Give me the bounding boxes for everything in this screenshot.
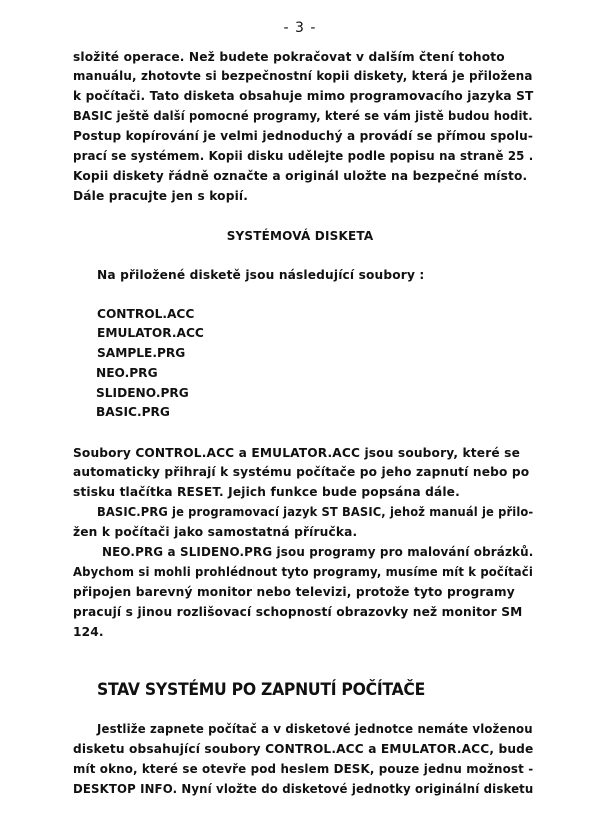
- file-item: EMULATOR.ACC: [97, 326, 204, 340]
- body-line: pracují s jinou rozlišovací schopností obrazovky než monitor SM: [73, 605, 523, 619]
- body-line: stisku tlačítka RESET. Jejich funkce bude popsána dále.: [73, 485, 460, 499]
- file-item: SAMPLE.PRG: [97, 346, 186, 360]
- intro-line: složité operace. Než budete pokračovat v dalším čtení tohoto: [73, 50, 505, 64]
- state-line: mít okno, které se otevře pod heslem DESK, pouze jednu možnost -: [73, 762, 534, 776]
- body-line: Soubory CONTROL.ACC a EMULATOR.ACC jsou soubory, které se: [73, 446, 520, 460]
- state-heading: STAV SYSTÉMU PO ZAPNUTÍ POČÍTAČE: [97, 680, 426, 700]
- file-item: SLIDENO.PRG: [96, 386, 189, 400]
- file-item: NEO.PRG: [96, 366, 158, 380]
- intro-line: manuálu, zhotovte si bezpečnostní kopii diskety, která je přiložena: [73, 69, 533, 83]
- intro-line: k počítači. Tato disketa obsahuje mimo programovacího jazyka ST: [73, 89, 534, 103]
- intro-line: Kopii diskety řádně označte a originál uložte na bezpečné místo.: [73, 169, 528, 183]
- files-intro: Na přiložené disketě jsou následující soubory :: [97, 268, 425, 282]
- intro-line: Postup kopírování je velmi jednoduchý a provádí se přímou spolu-: [73, 129, 534, 143]
- body-line: připojen barevný monitor nebo televizi, protože tyto programy: [73, 585, 515, 599]
- page-number: - 3 -: [283, 20, 317, 36]
- intro-line: prací se systémem. Kopii disku udělejte podle popisu na straně 25 .: [73, 149, 534, 163]
- body-line: 124.: [73, 625, 104, 639]
- body-line: BASIC.PRG je programovací jazyk ST BASIC, jehož manuál je přilo-: [97, 505, 534, 519]
- intro-line: Dále pracujte jen s kopií.: [73, 189, 249, 203]
- intro-line: BASIC ještě další pomocné programy, které se vám jistě budou hodit.: [73, 109, 533, 123]
- file-item: CONTROL.ACC: [97, 307, 195, 321]
- body-line: žen k počítači jako samostatná příručka.: [73, 525, 358, 539]
- body-line: automaticky přihrají k systému počítače po jeho zapnutí nebo po: [73, 465, 530, 479]
- state-line: DESKTOP INFO. Nyní vložte do disketové jednotky originální disketu: [73, 782, 534, 796]
- state-line: Jestliže zapnete počítač a v disketové jednotce nemáte vloženou: [97, 722, 533, 736]
- file-item: BASIC.PRG: [96, 405, 170, 419]
- body-line: Abychom si mohli prohlédnout tyto programy, musíme mít k počítači: [73, 565, 533, 579]
- state-line: disketu obsahující soubory CONTROL.ACC a EMULATOR.ACC, bude: [73, 742, 534, 756]
- system-disk-heading: SYSTÉMOVÁ DISKETA: [226, 229, 374, 243]
- body-line: NEO.PRG a SLIDENO.PRG jsou programy pro malování obrázků.: [102, 545, 534, 559]
